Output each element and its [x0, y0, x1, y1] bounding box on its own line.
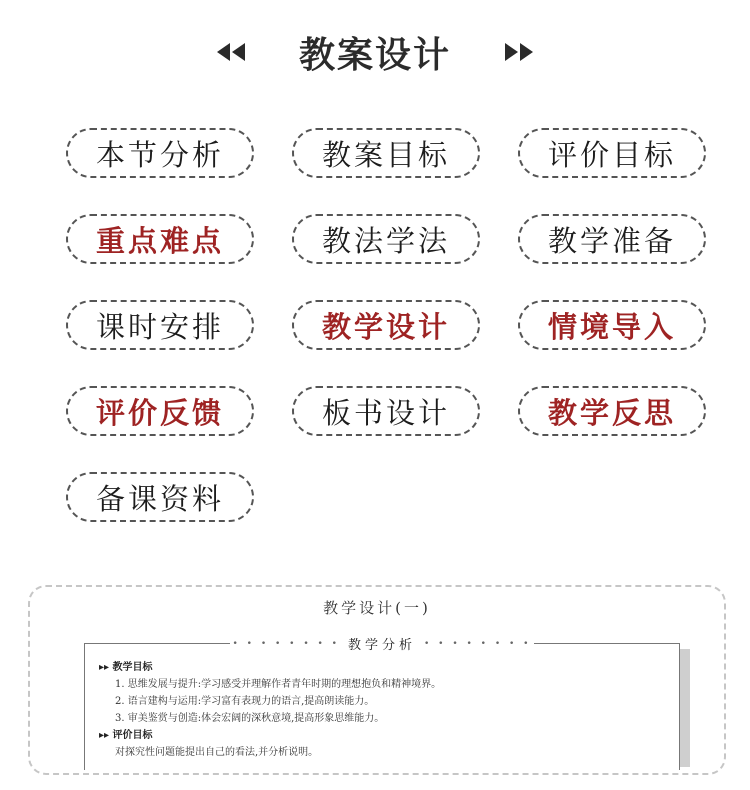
- header: [0, 22, 750, 82]
- menu-grid: [66, 128, 706, 522]
- menu-item-evaluation-feedback[interactable]: 评价反馈: [66, 386, 254, 436]
- double-left-arrow-icon[interactable]: [185, 43, 245, 61]
- objective-item: 1. 思维发展与提升:学习感受并理解作者青年时期的理想抱负和精神境界。: [115, 679, 442, 690]
- menu-item-teaching-preparation[interactable]: 教学准备: [518, 214, 706, 264]
- menu-item-blackboard-design[interactable]: 板书设计: [292, 386, 480, 436]
- menu-item-situation-intro[interactable]: 情境导入: [518, 300, 706, 350]
- page-title: 教案设计: [298, 33, 451, 76]
- section-label: 教学分析: [342, 634, 422, 653]
- menu-item-teaching-design[interactable]: 教学设计: [292, 300, 480, 350]
- menu-item-class-schedule[interactable]: 课时安排: [66, 300, 254, 350]
- objective-item: 2. 语言建构与运用:学习富有表现力的语言,提高朗读能力。: [115, 696, 375, 707]
- preview-title: 教学设计(一): [323, 599, 431, 617]
- evaluation-text: 对探究性问题能提出自己的看法,并分析说明。: [115, 747, 319, 758]
- document-preview[interactable]: [28, 585, 726, 775]
- section-heading: [85, 634, 679, 653]
- evaluation-heading: ▸▸ 评价目标: [99, 730, 153, 741]
- objectives-heading: ▸▸ 教学目标: [99, 662, 153, 673]
- objective-item: 3. 审美鉴赏与创造:体会宏阔的深秋意境,提高形象思维能力。: [115, 713, 385, 724]
- preview-paper: [84, 638, 680, 770]
- menu-item-evaluation-objectives[interactable]: 评价目标: [518, 128, 706, 178]
- section-dots-right: • • • • • • • •: [424, 638, 532, 649]
- menu-item-section-analysis[interactable]: 本节分析: [66, 128, 254, 178]
- menu-item-key-difficult-points[interactable]: 重点难点: [66, 214, 254, 264]
- double-right-arrow-icon[interactable]: [505, 43, 565, 61]
- menu-item-lesson-materials[interactable]: 备课资料: [66, 472, 254, 522]
- section-dots-left: • • • • • • • •: [232, 638, 340, 649]
- paper-shadow: [680, 649, 690, 767]
- menu-item-teaching-methods[interactable]: 教法学法: [292, 214, 480, 264]
- menu-item-lesson-objectives[interactable]: 教案目标: [292, 128, 480, 178]
- menu-item-teaching-reflection[interactable]: 教学反思: [518, 386, 706, 436]
